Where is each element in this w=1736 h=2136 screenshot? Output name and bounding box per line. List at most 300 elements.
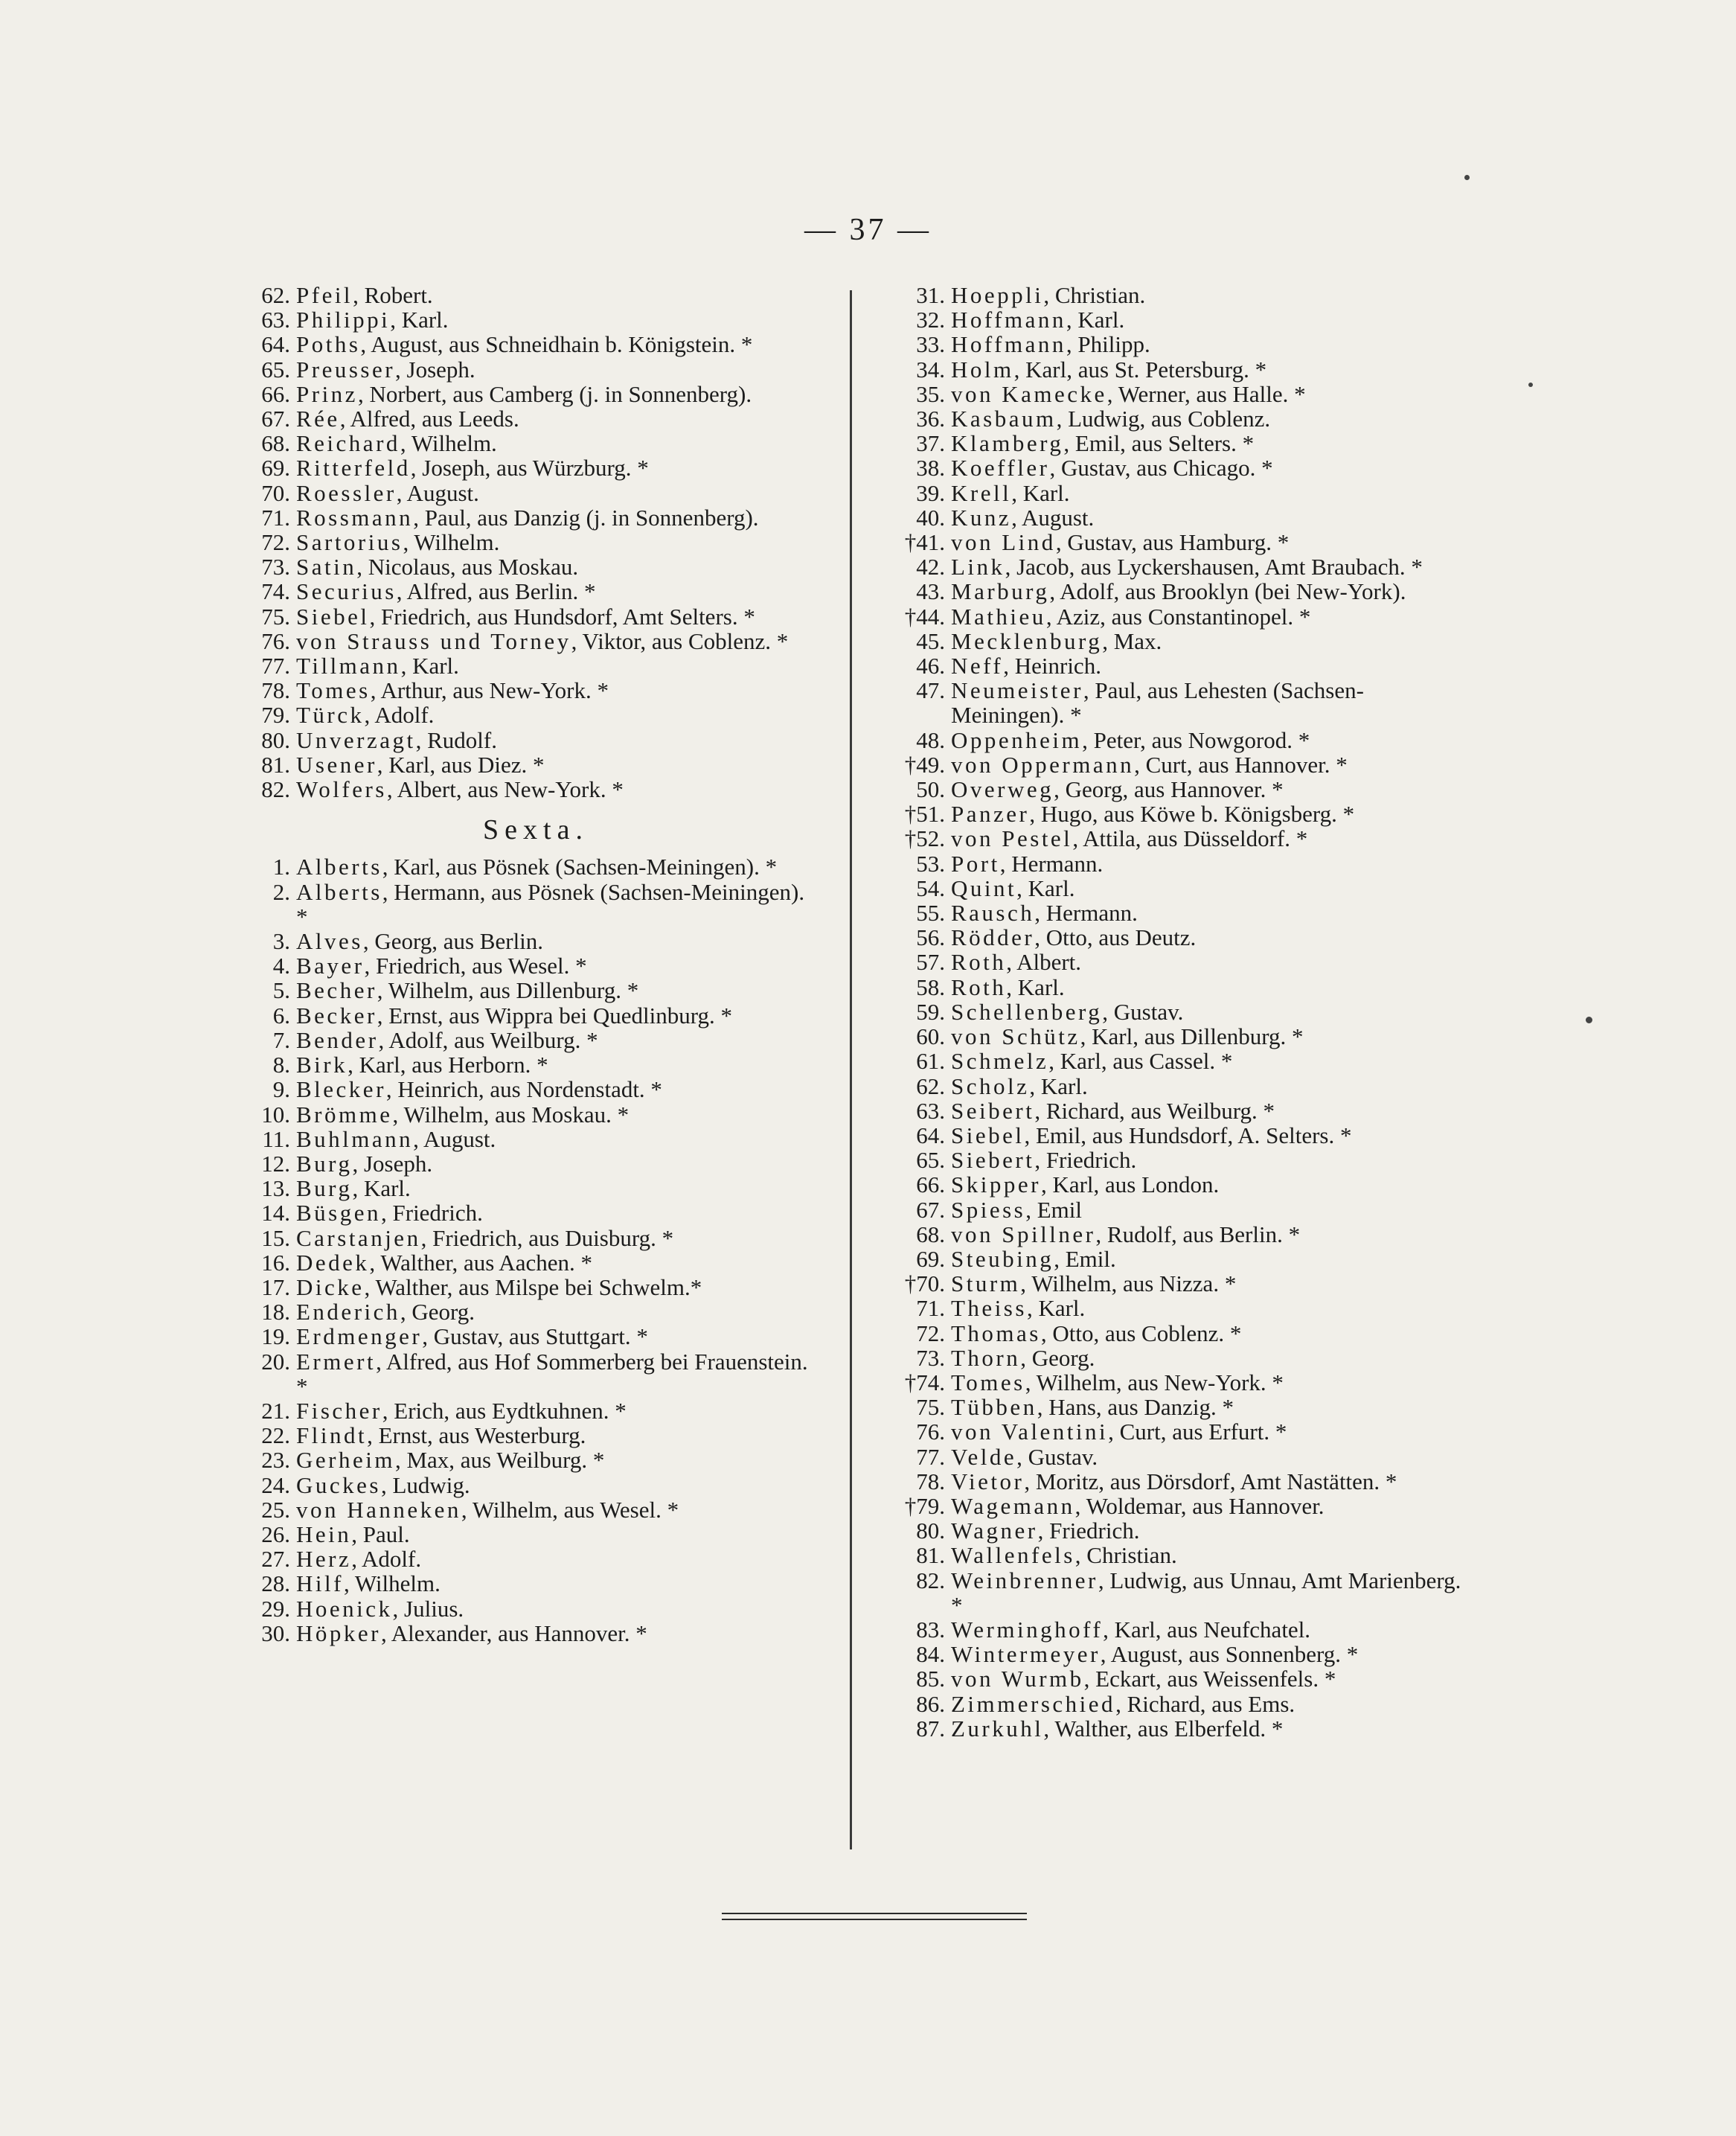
entry-number: 71. — [916, 1295, 945, 1322]
entry-surname: Bender — [296, 1026, 379, 1053]
left-column — [253, 283, 819, 1646]
list-entry — [253, 332, 819, 356]
entry-surname: Quint — [951, 874, 1017, 901]
list-entry — [878, 629, 1466, 653]
entry-number: 3. — [272, 928, 290, 955]
entry-surname: Tillmann — [296, 653, 401, 680]
list-entry — [878, 1568, 1466, 1617]
entry-number: 16. — [261, 1249, 290, 1276]
entry-surname: Roessler — [296, 479, 397, 506]
entry-surname: Unverzagt — [296, 726, 416, 753]
entry-details: , Karl. — [1011, 479, 1070, 506]
list-entry — [878, 1716, 1466, 1741]
end-rule — [722, 1919, 1027, 1920]
list-entry — [253, 1547, 819, 1571]
entry-number: 15. — [261, 1224, 290, 1251]
entry-details: , Alfred, aus Berlin. * — [396, 578, 596, 605]
entry-number: 13. — [261, 1175, 290, 1202]
entry-surname: Burg — [296, 1175, 353, 1202]
sexta-heading: Sexta. — [483, 814, 589, 846]
entry-number: 84. — [916, 1641, 945, 1668]
list-entry — [878, 1000, 1466, 1024]
list-entry — [878, 1445, 1466, 1469]
entry-details: , Hans, aus Danzig. * — [1037, 1394, 1234, 1421]
entry-number: 74. — [261, 578, 290, 605]
entry-number: 33. — [916, 331, 945, 358]
entry-surname: Panzer — [951, 801, 1030, 828]
list-entry — [253, 1226, 819, 1250]
entry-surname: Gerheim — [296, 1447, 395, 1474]
entry-details: , Alexander, aus Hannover. * — [380, 1619, 647, 1646]
entry-details: , Albert. — [1006, 949, 1082, 976]
entry-number: 9. — [272, 1076, 290, 1103]
entry-surname: Skipper — [951, 1171, 1041, 1198]
entry-number: 66. — [916, 1171, 945, 1198]
list-entry — [253, 1571, 819, 1596]
list-entry — [878, 1197, 1466, 1222]
list-entry — [253, 1324, 819, 1349]
entry-details: , August. — [1011, 504, 1095, 531]
entry-number: 67. — [916, 1196, 945, 1223]
entry-details: , Karl. — [1026, 1295, 1086, 1322]
entry-surname: Carstanjen — [296, 1224, 421, 1251]
list-entry — [253, 752, 819, 777]
entry-number: 2. — [272, 878, 290, 905]
entry-surname: Siebel — [296, 603, 370, 630]
entry-details: , Wilhelm, aus Nizza. * — [1020, 1270, 1237, 1297]
entry-number: 18. — [261, 1299, 290, 1326]
entry-details: , Rudolf. — [415, 726, 497, 753]
entry-number: 70. — [261, 479, 290, 506]
entry-surname: Roth — [951, 949, 1007, 976]
entry-surname: Hilf — [296, 1570, 344, 1597]
entry-number: †49. — [904, 751, 945, 778]
entry-details: , Julius. — [392, 1595, 464, 1622]
entry-number: †51. — [904, 801, 945, 828]
entry-details: , Emil, aus Hundsdorf, A. Selters. * — [1024, 1122, 1352, 1148]
list-entry — [253, 1275, 819, 1299]
entry-details: , Walther, aus Elberfeld. * — [1043, 1715, 1284, 1742]
list-entry — [253, 604, 819, 629]
entry-number: 4. — [272, 953, 290, 979]
speck — [1528, 383, 1533, 387]
entry-number: †74. — [904, 1369, 945, 1395]
list-entry — [253, 1127, 819, 1151]
entry-surname: Philippi — [296, 307, 391, 333]
entry-surname: Kasbaum — [951, 406, 1057, 432]
entry-surname: Wintermeyer — [951, 1641, 1101, 1668]
entry-surname: Rödder — [951, 924, 1035, 951]
entry-number: 65. — [916, 1147, 945, 1174]
list-entry — [253, 1423, 819, 1448]
entry-number: 57. — [916, 949, 945, 976]
entry-details: , Karl, aus Herborn. * — [347, 1052, 548, 1078]
list-entry — [253, 1448, 819, 1472]
list-entry — [253, 1052, 819, 1077]
entry-surname: Pfeil — [296, 282, 353, 308]
entry-surname: von Spillner — [951, 1221, 1096, 1247]
entry-surname: Schmelz — [951, 1048, 1049, 1075]
entry-details: , Wilhelm. — [343, 1570, 441, 1597]
list-entry — [878, 1321, 1466, 1346]
entry-surname: Flindt — [296, 1422, 368, 1449]
entry-surname: Kunz — [951, 504, 1012, 531]
entry-surname: Alberts — [296, 854, 382, 880]
entry-details: , Paul. — [351, 1521, 410, 1547]
list-entry — [878, 876, 1466, 901]
entry-number: 22. — [261, 1422, 290, 1449]
entry-number: 23. — [261, 1447, 290, 1474]
entry-details: , August, aus Schneidhain b. Königstein. * — [360, 331, 753, 358]
entry-details: , Max, aus Weilburg. * — [394, 1447, 605, 1474]
list-entry — [253, 554, 819, 579]
entry-surname: Thorn — [951, 1344, 1021, 1371]
entry-details: , Ludwig, aus Coblenz. — [1056, 406, 1271, 432]
entry-surname: Becker — [296, 1002, 377, 1029]
entry-surname: Hoffmann — [951, 307, 1066, 333]
entry-surname: Hoenick — [296, 1595, 393, 1622]
entry-details: , Max. — [1102, 627, 1162, 654]
entry-number: 27. — [261, 1546, 290, 1573]
list-entry — [878, 357, 1466, 382]
list-entry — [253, 1299, 819, 1324]
entry-details: , Emil, aus Selters. * — [1063, 430, 1255, 457]
entry-details: , Karl. — [352, 1175, 411, 1202]
entry-surname: Tübben — [951, 1394, 1037, 1421]
entry-surname: Siebert — [951, 1147, 1035, 1174]
entry-surname: Türck — [296, 702, 365, 729]
entry-details: , Richard, aus Weilburg. * — [1034, 1097, 1275, 1124]
entry-surname: Herz — [296, 1546, 352, 1573]
entry-surname: Wallenfels — [951, 1542, 1075, 1569]
entry-number: 34. — [916, 356, 945, 383]
entry-details: , Joseph. — [352, 1150, 433, 1177]
speck — [1464, 175, 1470, 180]
list-entry — [878, 1296, 1466, 1320]
entry-number: 63. — [916, 1097, 945, 1124]
entry-surname: Wagemann — [951, 1492, 1075, 1519]
list-entry — [253, 481, 819, 505]
list-entry — [253, 1003, 819, 1028]
entry-number: 75. — [261, 603, 290, 630]
entry-number: 6. — [272, 1002, 290, 1029]
entry-surname: Wagner — [951, 1518, 1038, 1544]
entry-number: 72. — [261, 529, 290, 556]
entry-details: , Wilhelm, aus Moskau. * — [392, 1101, 630, 1128]
entry-details: , Erich, aus Eydtkuhnen. * — [382, 1397, 627, 1424]
entry-details: , Wilhelm, aus New-York. * — [1025, 1369, 1284, 1395]
list-entry — [878, 851, 1466, 876]
list-entry — [878, 1074, 1466, 1099]
entry-details: , Curt, aus Erfurt. * — [1108, 1419, 1287, 1445]
entry-details: , Adolf. — [364, 702, 435, 729]
entry-number: 69. — [261, 455, 290, 482]
entry-details: , Wilhelm, aus Wesel. * — [461, 1496, 679, 1523]
entry-details: , Viktor, aus Coblenz. * — [571, 627, 789, 654]
list-entry — [253, 1250, 819, 1275]
entry-number: 14. — [261, 1200, 290, 1227]
page-number: — 37 — — [804, 213, 932, 247]
entry-details: , Peter, aus Nowgorod. * — [1082, 726, 1310, 753]
list-entry — [253, 307, 819, 332]
entry-number: 81. — [261, 751, 290, 778]
entry-surname: von Oppermann — [951, 751, 1135, 778]
entry-number: 20. — [261, 1348, 290, 1375]
entry-surname: Birk — [296, 1052, 348, 1078]
entry-number: 47. — [916, 677, 945, 704]
list-entry — [878, 554, 1466, 579]
entry-surname: Bayer — [296, 953, 365, 979]
entry-details: , Hugo, aus Köwe b. Königsberg. * — [1029, 801, 1355, 828]
entry-surname: Link — [951, 554, 1005, 581]
list-entry — [253, 431, 819, 455]
entry-number: 10. — [261, 1101, 290, 1128]
entry-details: , Wilhelm. — [403, 529, 500, 556]
entry-surname: Usener — [296, 751, 377, 778]
list-entry — [878, 283, 1466, 307]
entry-surname: Werminghoff — [951, 1616, 1104, 1643]
entry-surname: Rossmann — [296, 504, 414, 531]
list-entry — [253, 1596, 819, 1621]
entry-surname: Mecklenburg — [951, 627, 1103, 654]
entry-number: 56. — [916, 924, 945, 951]
entry-number: 1. — [272, 854, 290, 880]
entry-details: , Karl, aus Dillenburg. * — [1080, 1023, 1304, 1050]
list-entry — [878, 728, 1466, 752]
entry-number: 31. — [916, 282, 945, 308]
entry-number: 21. — [261, 1397, 290, 1424]
entry-surname: Blecker — [296, 1076, 386, 1103]
left-entry-list — [253, 283, 819, 802]
entry-number: †41. — [904, 529, 945, 556]
entry-details: , Walther, aus Milspe bei Schwelm.* — [364, 1273, 702, 1300]
entry-details: , Rudolf, aus Berlin. * — [1095, 1221, 1301, 1247]
list-entry — [878, 505, 1466, 530]
entry-surname: Dicke — [296, 1273, 365, 1300]
entry-details: , Friedrich, aus Duisburg. * — [420, 1224, 674, 1251]
entry-surname: Sartorius — [296, 529, 403, 556]
entry-number: 68. — [916, 1221, 945, 1247]
entry-number: 24. — [261, 1471, 290, 1498]
entry-details: , Werner, aus Halle. * — [1106, 380, 1306, 407]
entry-surname: Port — [951, 850, 1000, 877]
entry-details: , Karl. — [1029, 1072, 1088, 1099]
entry-surname: von Hanneken — [296, 1496, 461, 1523]
list-entry — [878, 1518, 1466, 1543]
entry-number: 8. — [272, 1052, 290, 1078]
entry-details: , Philipp. — [1066, 331, 1150, 358]
entry-number: 86. — [916, 1690, 945, 1717]
list-entry — [878, 950, 1466, 974]
list-entry — [878, 802, 1466, 826]
entry-surname: Hoeppli — [951, 282, 1044, 308]
list-entry — [878, 925, 1466, 950]
list-entry — [878, 332, 1466, 356]
entry-details: , Georg, aus Hannover. * — [1054, 776, 1284, 803]
entry-number: 78. — [261, 677, 290, 704]
entry-surname: von Valentini — [951, 1419, 1109, 1445]
entry-details: , Arthur, aus New-York. * — [370, 677, 609, 704]
list-entry — [253, 653, 819, 678]
list-entry — [253, 283, 819, 307]
entry-details: , Adolf, aus Brooklyn (bei New-York). — [1049, 578, 1406, 605]
entry-details: , Friedrich. — [1034, 1147, 1137, 1174]
entry-details: , Gustav, aus Stuttgart. * — [422, 1323, 648, 1350]
list-entry — [878, 1692, 1466, 1716]
entry-surname: Enderich — [296, 1299, 400, 1326]
entry-number: 82. — [916, 1567, 945, 1593]
entry-details: , Walther, aus Aachen. * — [369, 1249, 592, 1276]
entry-surname: von Lind — [951, 529, 1056, 556]
entry-surname: Koeffler — [951, 455, 1050, 482]
list-entry — [878, 1469, 1466, 1494]
entry-surname: Neumeister — [951, 677, 1083, 704]
list-entry — [253, 455, 819, 480]
list-entry — [878, 604, 1466, 629]
entry-number: 32. — [916, 307, 945, 333]
entry-number: 62. — [916, 1072, 945, 1099]
entry-surname: Tomes — [296, 677, 371, 704]
entry-number: 55. — [916, 900, 945, 927]
entry-number: 69. — [916, 1245, 945, 1272]
entry-surname: Vietor — [951, 1468, 1025, 1494]
entry-details: , Moritz, aus Dörsdorf, Amt Nastätten. * — [1024, 1468, 1397, 1494]
list-entry — [878, 1346, 1466, 1370]
right-column — [878, 283, 1466, 1741]
entry-number: 62. — [261, 282, 290, 308]
entry-details: , Karl, aus Pösnek (Sachsen-Meiningen). * — [382, 854, 778, 880]
list-entry — [878, 382, 1466, 406]
entry-details: , Robert. — [353, 282, 433, 308]
list-entry — [253, 854, 819, 879]
entry-number: 77. — [261, 653, 290, 680]
entry-surname: Brömme — [296, 1101, 393, 1128]
list-entry — [878, 530, 1466, 554]
entry-surname: Mathieu — [951, 603, 1046, 630]
entry-number: 53. — [916, 850, 945, 877]
entry-surname: von Wurmb — [951, 1666, 1084, 1692]
list-entry — [878, 455, 1466, 480]
entry-surname: von Pestel — [951, 825, 1073, 852]
entry-surname: Büsgen — [296, 1200, 381, 1227]
entry-details: , Hermann. — [1034, 900, 1138, 927]
entry-details: , Karl, aus Neufchatel. — [1103, 1616, 1311, 1643]
entry-number: 67. — [261, 406, 290, 432]
entry-details: , Gustav. — [1016, 1443, 1098, 1470]
entry-details: , Karl. — [1016, 874, 1075, 901]
entry-details: , Adolf. — [351, 1546, 422, 1573]
entry-details: , Hermann, aus Pösnek (Sachsen-Meiningen). * — [296, 878, 805, 930]
entry-surname: von Kamecke — [951, 380, 1107, 407]
entry-surname: Rausch — [951, 900, 1035, 927]
entry-number: 40. — [916, 504, 945, 531]
list-entry — [878, 1271, 1466, 1296]
entry-surname: Rée — [296, 406, 340, 432]
entry-surname: Becher — [296, 977, 377, 1004]
list-entry — [253, 1349, 819, 1398]
list-entry — [878, 826, 1466, 851]
entry-number: †70. — [904, 1270, 945, 1297]
entry-number: 25. — [261, 1496, 290, 1523]
list-entry — [878, 1419, 1466, 1444]
entry-details: , Georg, aus Berlin. — [362, 928, 544, 955]
entry-number: 63. — [261, 307, 290, 333]
entry-number: 7. — [272, 1026, 290, 1053]
entry-details: , August, aus Sonnenberg. * — [1100, 1641, 1359, 1668]
entry-details: , Gustav, aus Chicago. * — [1049, 455, 1273, 482]
list-entry — [878, 1123, 1466, 1148]
entry-details: , Alfred, aus Hof Sommerberg bei Frauenstein. * — [296, 1348, 808, 1399]
entry-number: 82. — [261, 776, 290, 803]
list-entry — [253, 929, 819, 953]
entry-surname: Alberts — [296, 878, 382, 905]
entry-number: 43. — [916, 578, 945, 605]
entry-details: , Joseph, aus Würzburg. * — [410, 455, 649, 482]
entry-number: 17. — [261, 1273, 290, 1300]
list-entry — [253, 1028, 819, 1052]
entry-number: 78. — [916, 1468, 945, 1494]
entry-surname: Burg — [296, 1150, 353, 1177]
entry-details: , Otto, aus Coblenz. * — [1040, 1320, 1242, 1346]
entry-surname: Preusser — [296, 356, 396, 383]
entry-number: †79. — [904, 1492, 945, 1519]
list-entry — [878, 1666, 1466, 1691]
entry-surname: Buhlmann — [296, 1125, 414, 1152]
list-entry — [878, 752, 1466, 777]
entry-number: 71. — [261, 504, 290, 531]
entry-number: 75. — [916, 1394, 945, 1421]
list-entry — [878, 1642, 1466, 1666]
entry-number: 58. — [916, 973, 945, 1000]
entry-surname: Klamberg — [951, 430, 1064, 457]
list-entry — [253, 530, 819, 554]
right-entry-list — [878, 283, 1466, 1741]
entry-surname: Weinbrenner — [951, 1567, 1098, 1593]
entry-surname: Velde — [951, 1443, 1017, 1470]
entry-surname: Siebel — [951, 1122, 1025, 1148]
entry-surname: von Strauss und Torney — [296, 627, 571, 654]
entry-surname: Poths — [296, 331, 361, 358]
entry-number: †44. — [904, 603, 945, 630]
list-entry — [253, 1200, 819, 1225]
entry-surname: Wolfers — [296, 776, 387, 803]
entry-number: 36. — [916, 406, 945, 432]
entry-surname: Securius — [296, 578, 397, 605]
entry-number: 61. — [916, 1048, 945, 1075]
list-entry — [253, 678, 819, 703]
entry-number: 68. — [261, 430, 290, 457]
entry-details: , Norbert, aus Camberg (j. in Sonnenberg). — [357, 380, 752, 407]
list-entry — [878, 777, 1466, 802]
entry-number: 35. — [916, 380, 945, 407]
entry-details: , August. — [413, 1125, 496, 1152]
entry-number: 72. — [916, 1320, 945, 1346]
entry-details: , Nicolaus, aus Moskau. — [356, 554, 579, 581]
entry-surname: Zimmerschied — [951, 1690, 1116, 1717]
list-entry — [253, 1497, 819, 1522]
entry-surname: Schellenberg — [951, 998, 1103, 1025]
entry-number: 80. — [261, 726, 290, 753]
entry-number: 76. — [916, 1419, 945, 1445]
entry-details: , Adolf, aus Weilburg. * — [378, 1026, 598, 1053]
list-entry — [253, 1102, 819, 1127]
entry-details: , Karl, aus London. — [1040, 1171, 1220, 1198]
list-entry — [253, 1176, 819, 1200]
entry-number: 77. — [916, 1443, 945, 1470]
entry-number: 30. — [261, 1619, 290, 1646]
entry-details: , Eckart, aus Weissenfels. * — [1083, 1666, 1336, 1692]
entry-details: , Heinrich, aus Nordenstadt. * — [385, 1076, 662, 1103]
